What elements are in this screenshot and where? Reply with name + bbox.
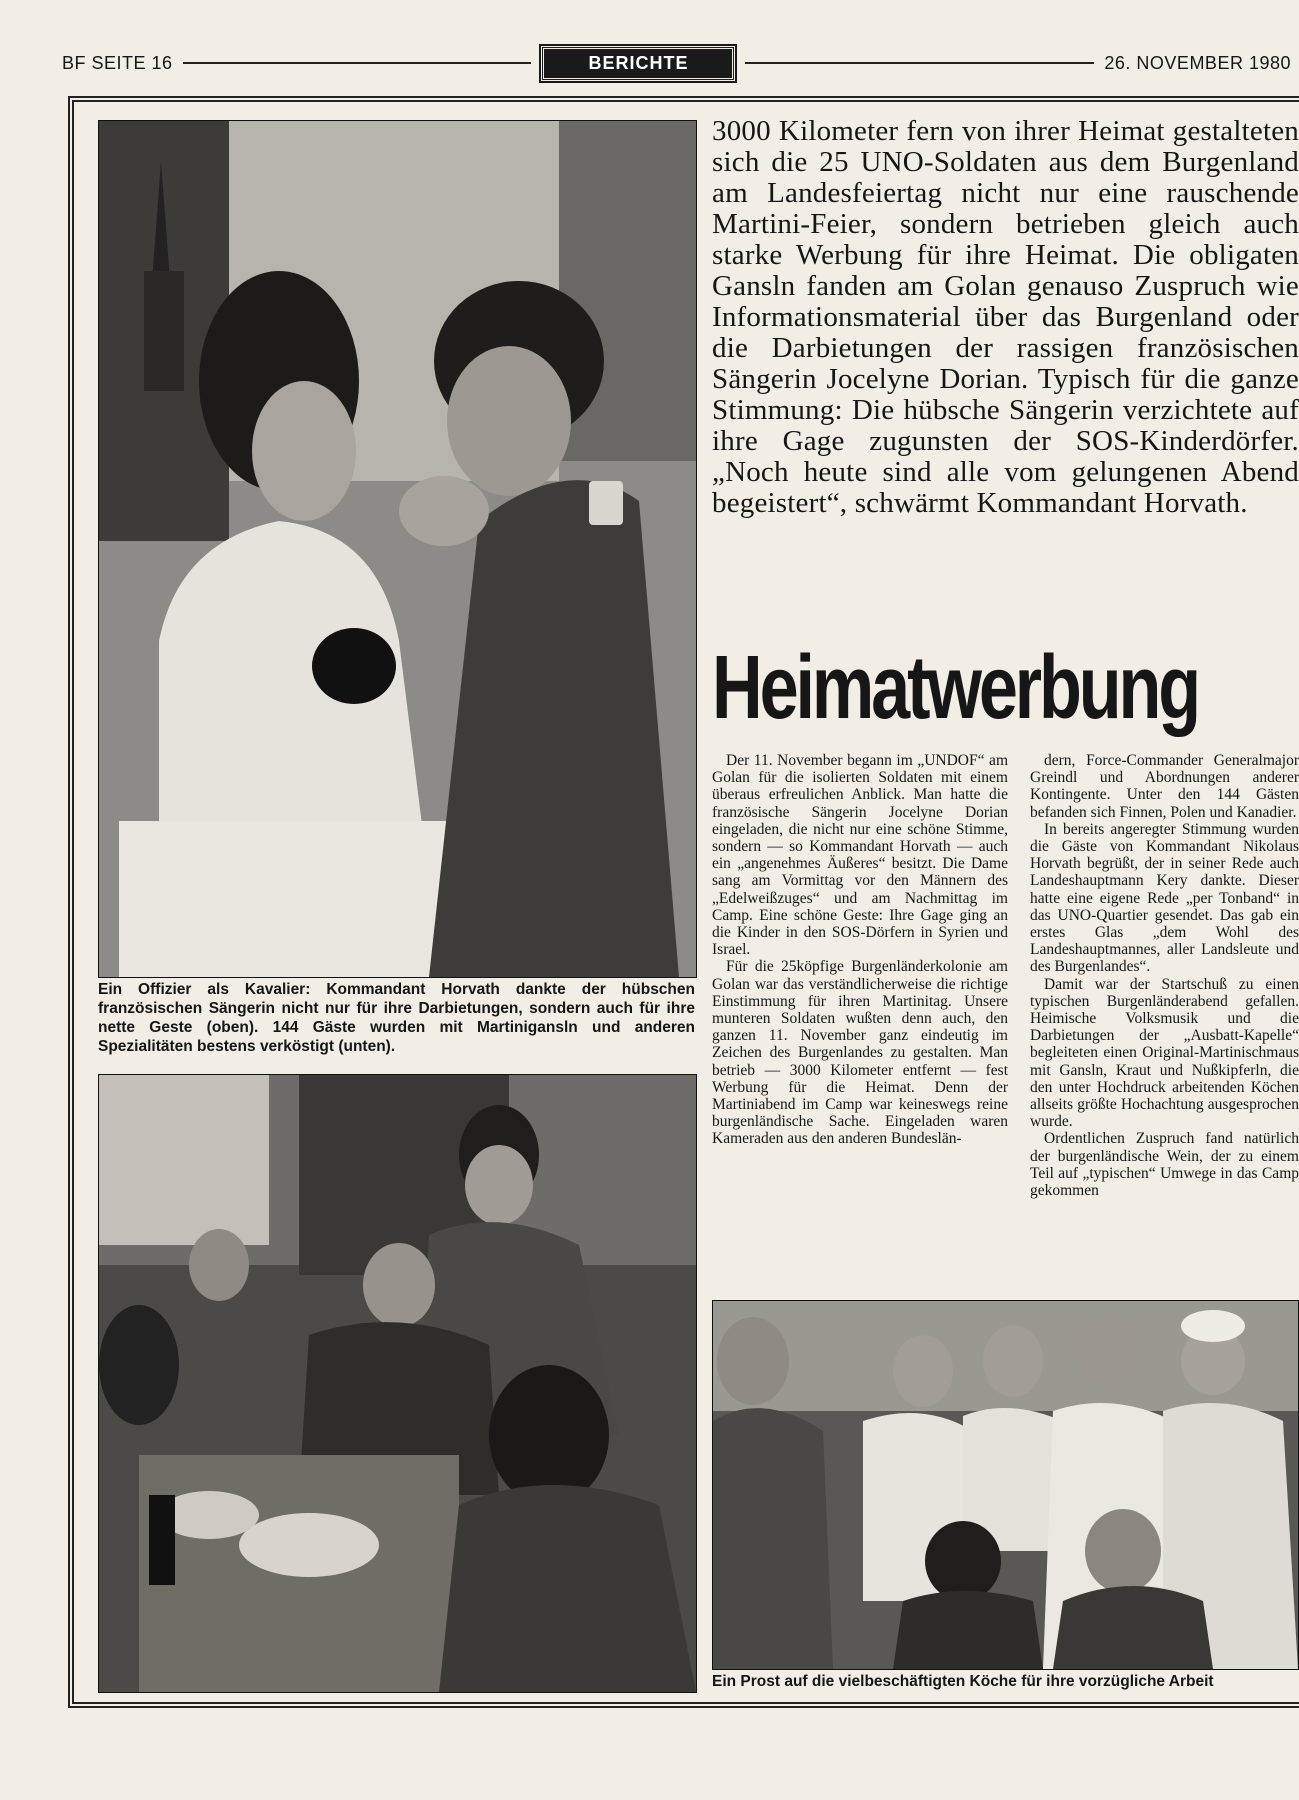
- page-number: BF SEITE 16: [62, 52, 173, 73]
- page-header: [62, 44, 1299, 82]
- photo-dinner-guests-image: [99, 1075, 696, 1692]
- photo-cooks-toast-image: [713, 1301, 1298, 1669]
- lead-paragraph: 3000 Kilometer fern von ihrer Heimat gestalteten sich die 25 UNO-Soldaten aus dem Burgenland am Landesfeiertag nicht nur eine rauschende Martini-Feier, sondern betrieben gleich auch starke Werbung für ihre Heimat. Die obligaten Gansln fanden am Golan genauso Zuspruch wie Informationsmaterial über das Burgenland oder die Darbietungen der rassigen französischen Sängerin Jocelyne Dorian. Typisch für die ganze Stimmung: Die hübsche Sängerin verzichtete auf ihre Gage zugunsten der SOS-Kinderdörfer. „Noch heute sind alle vom gelungenen Abend begeistert“, schwärmt Kommandant Horvath.: [712, 115, 1299, 519]
- body-paragraph: Damit war der Startschuß zu einen typischen Burgenländerabend gefallen. Heimische Volksmusik und die Darbietungen der „Ausbatt-Kapelle“ begleiteten einen Original-Martinischmaus mit Gansln, Kraut und Nußkipferln, die den unter Hochdruck arbeitenden Köchen allseits größte Hochachtung ausgesprochen wurde.: [1030, 975, 1299, 1131]
- section-label: BERICHTE: [541, 46, 735, 81]
- headline: Heimatwerbung: [712, 638, 1199, 738]
- body-column-2: [1030, 752, 1299, 1287]
- header-rule-right: [745, 62, 1094, 64]
- body-paragraph: Der 11. November begann im „UNDOF“ am Golan für die isolierten Soldaten mit einem überaus erfreulichen Anblick. Man hatte die französische Sängerin Jocelyne Dorian eingeladen, die nicht nur eine schöne Stimme, sondern — so Kommandant Horvath — auch ein „angenehmes Äußeres“ besitzt. Die Dame sang am Vormittag vor den Männern des „Edelweißzuges“ und am Nachmittag im Camp. Eine schöne Geste: Ihre Gage ging an die Kinder in den SOS-Dörfern in Syrien und Israel.: [712, 752, 1008, 959]
- photo-caption-top: Ein Offizier als Kavalier: Kommandant Horvath dankte der hübschen französischen Sängerin nicht nur für ihre Darbietungen, sondern auch für ihre nette Geste (oben). 144 Gäste wurden mit Martinigansln und anderen Spezialitäten bestens verköstigt (unten).: [98, 981, 695, 1055]
- body-paragraph: Ordentlichen Zuspruch fand natürlich der burgenländische Wein, der zu einem Teil auf „typischen“ Umwege in das Camp gekommen: [1030, 1130, 1299, 1200]
- photo-singer-and-commander-image: [99, 121, 696, 977]
- photo-dinner-guests: [98, 1074, 697, 1693]
- body-paragraph: Für die 25köpfige Burgenländerkolonie am Golan war das verständlicherweise die richtige Einstimmung für ihren Martinitag. Unsere munteren Soldaten wußten denn auch, den ganzen 11. November ganz eindeutig im Zeichen des Burgenlandes zu gestalten. Man betrieb — 3000 Kilometer entfernt — fest Werbung für die Heimat. Denn der Martiniabend im Camp war keineswegs reine burgenländische Sache. Eingeladen waren Kameraden aus den anderen Bundeslän-: [712, 958, 1008, 1148]
- photo-cooks-toast: [712, 1300, 1299, 1670]
- issue-date: 26. NOVEMBER 1980: [1104, 52, 1291, 73]
- photo-caption-right: Ein Prost auf die vielbeschäftigten Köche für ihre vorzügliche Arbeit: [712, 1673, 1214, 1690]
- body-paragraph: In bereits angeregter Stimmung wurden die Gäste von Kommandant Nikolaus Horvath begrüßt, der in seiner Rede auch Landeshauptmann Kery dankte. Dieser hatte eine eigene Rede „per Tonband“ in das UNO-Quartier gesendet. Das gab ein erstes Glas „dem Wohl des Landeshauptmannes, aller Landsleute und des Burgenlandes“.: [1030, 820, 1299, 976]
- header-rule-left: [183, 62, 532, 64]
- photo-singer-and-commander: [98, 120, 697, 978]
- body-column-1: [712, 752, 1008, 1287]
- body-paragraph: dern, Force-Commander Generalmajor Greindl und Abordnungen anderer Kontingente. Unter den 144 Gästen befanden sich Finnen, Polen und Kanadier.: [1030, 752, 1299, 821]
